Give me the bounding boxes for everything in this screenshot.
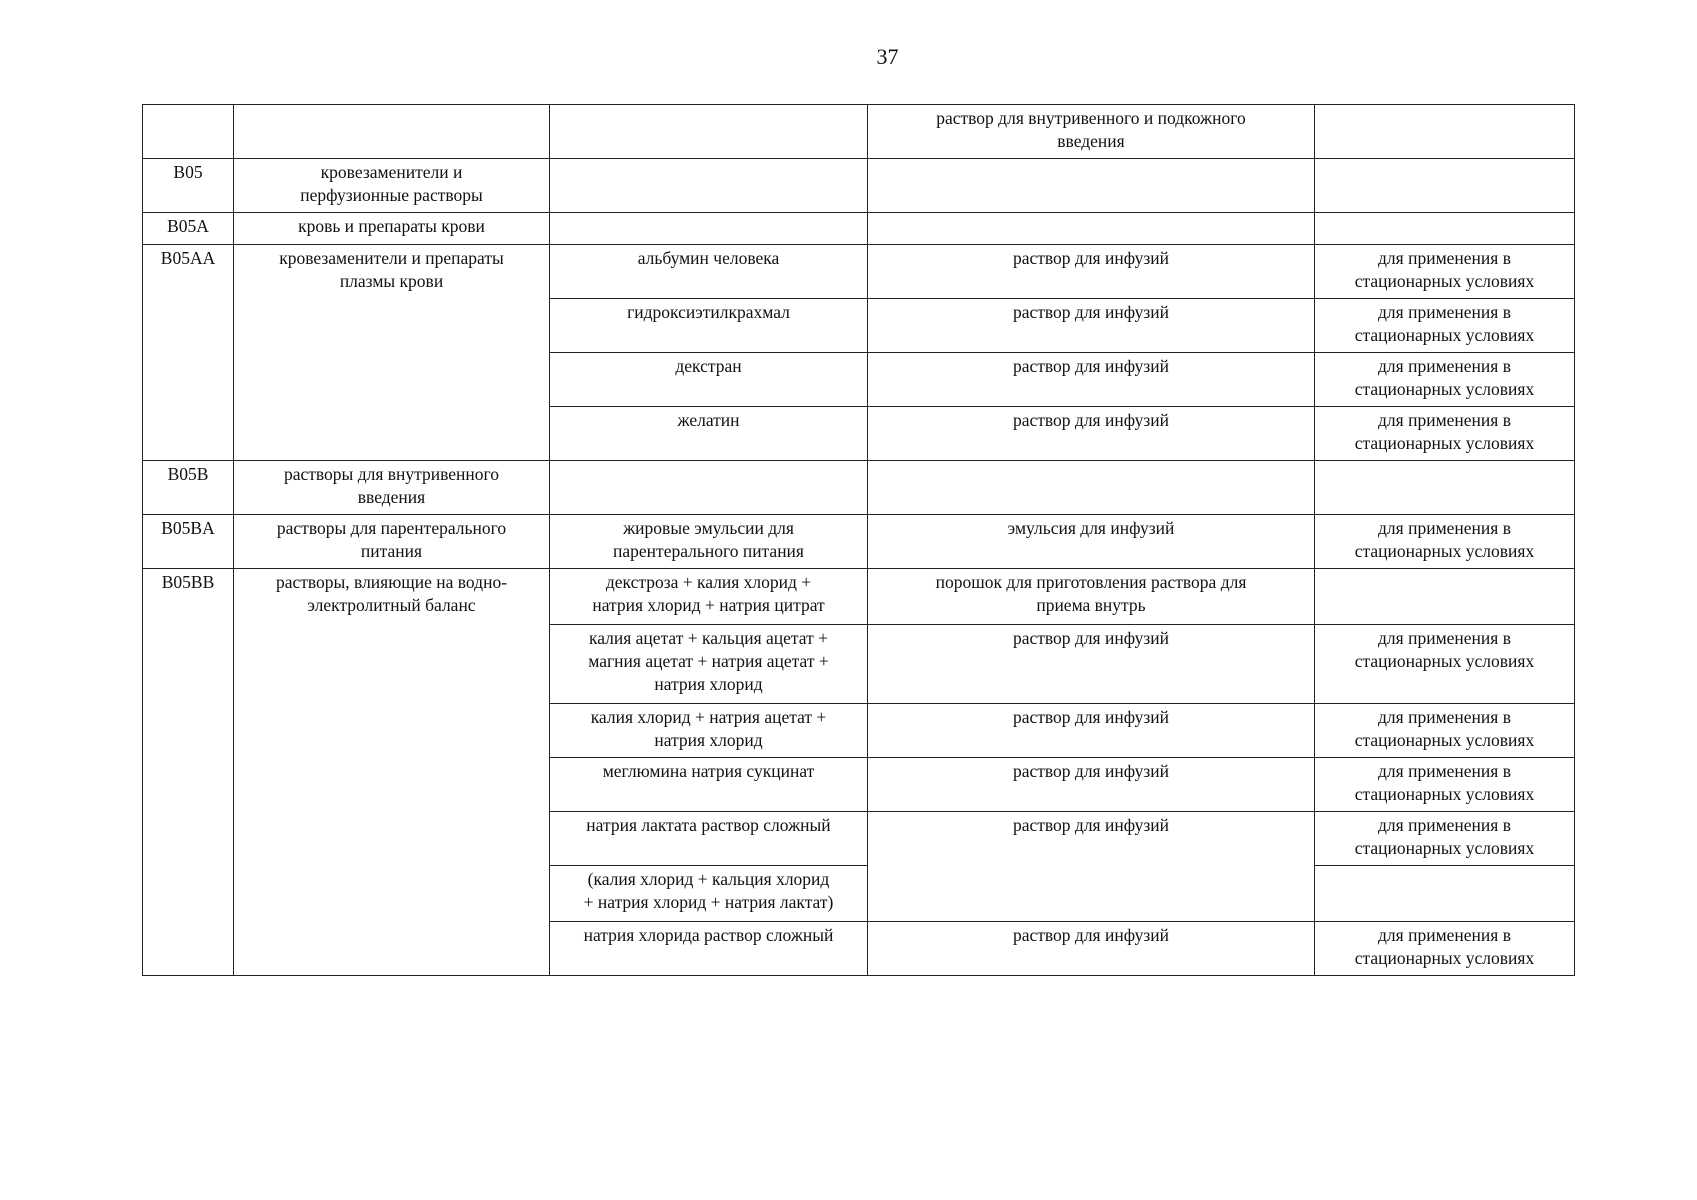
- dosage-form-cell: раствор для инфузий: [868, 245, 1315, 299]
- atc-code-cell: B05B: [143, 461, 234, 515]
- substance-cell: меглюмина натрия сукцинат: [550, 758, 868, 812]
- note-cell: [1315, 866, 1575, 922]
- note-cell: для применения в стационарных условиях: [1315, 515, 1575, 569]
- substance-cell: жировые эмульсии для парентерального питания: [550, 515, 868, 569]
- group-name-cell: растворы для парентерального питания: [234, 515, 550, 569]
- note-cell: для применения в стационарных условиях: [1315, 704, 1575, 758]
- substance-cell: [550, 213, 868, 245]
- page-number: 37: [876, 44, 899, 69]
- atc-code-cell: B05A: [143, 213, 234, 245]
- note-cell: для применения в стационарных условиях: [1315, 407, 1575, 461]
- group-name-cell: кровезаменители и препараты плазмы крови: [234, 245, 550, 461]
- group-name-cell: кровезаменители и перфузионные растворы: [234, 159, 550, 213]
- dosage-form-cell: раствор для инфузий: [868, 922, 1315, 976]
- substance-cell: натрия лактата раствор сложный: [550, 812, 868, 866]
- table-row: [143, 569, 1575, 625]
- note-cell: для применения в стационарных условиях: [1315, 353, 1575, 407]
- substance-cell: гидроксиэтилкрахмал: [550, 299, 868, 353]
- atc-code-cell: B05BB: [143, 569, 234, 976]
- note-cell: для применения в стационарных условиях: [1315, 758, 1575, 812]
- table-row: [143, 461, 1575, 515]
- dosage-form-cell: раствор для инфузий: [868, 625, 1315, 704]
- substance-cell: калия хлорид + натрия ацетат + натрия хлорид: [550, 704, 868, 758]
- dosage-form-cell: раствор для инфузий: [868, 812, 1315, 922]
- substance-cell: декстран: [550, 353, 868, 407]
- note-cell: для применения в стационарных условиях: [1315, 299, 1575, 353]
- group-name-cell: кровь и препараты крови: [234, 213, 550, 245]
- note-cell: [1315, 159, 1575, 213]
- substance-cell: желатин: [550, 407, 868, 461]
- atc-code-cell: B05AA: [143, 245, 234, 461]
- dosage-form-cell: порошок для приготовления раствора для приема внутрь: [868, 569, 1315, 625]
- dosage-form-cell: [868, 213, 1315, 245]
- drug-table: [142, 104, 1575, 976]
- atc-code-cell: B05: [143, 159, 234, 213]
- note-cell: для применения в стационарных условиях: [1315, 812, 1575, 866]
- table-row: [143, 515, 1575, 569]
- note-cell: для применения в стационарных условиях: [1315, 625, 1575, 704]
- substance-cell: [550, 461, 868, 515]
- table-row: [143, 159, 1575, 213]
- note-cell: для применения в стационарных условиях: [1315, 922, 1575, 976]
- substance-cell: [550, 105, 868, 159]
- dosage-form-cell: раствор для инфузий: [868, 299, 1315, 353]
- atc-code-cell: B05BA: [143, 515, 234, 569]
- note-cell: [1315, 213, 1575, 245]
- dosage-form-cell: раствор для инфузий: [868, 758, 1315, 812]
- substance-cell: натрия хлорида раствор сложный: [550, 922, 868, 976]
- atc-code-cell: [143, 105, 234, 159]
- dosage-form-cell: раствор для инфузий: [868, 407, 1315, 461]
- substance-cell: декстроза + калия хлорид + натрия хлорид + натрия цитрат: [550, 569, 868, 625]
- note-cell: для применения в стационарных условиях: [1315, 245, 1575, 299]
- dosage-form-cell: раствор для инфузий: [868, 704, 1315, 758]
- note-cell: [1315, 569, 1575, 625]
- table-row: [143, 105, 1575, 159]
- substance-cell: (калия хлорид + кальция хлорид + натрия хлорид + натрия лактат): [550, 866, 868, 922]
- dosage-form-cell: раствор для внутривенного и подкожного введения: [868, 105, 1315, 159]
- dosage-form-cell: [868, 159, 1315, 213]
- dosage-form-cell: раствор для инфузий: [868, 353, 1315, 407]
- note-cell: [1315, 461, 1575, 515]
- group-name-cell: растворы для внутривенного введения: [234, 461, 550, 515]
- table-row: [143, 245, 1575, 299]
- substance-cell: альбумин человека: [550, 245, 868, 299]
- note-cell: [1315, 105, 1575, 159]
- group-name-cell: [234, 105, 550, 159]
- group-name-cell: растворы, влияющие на водно- электролитный баланс: [234, 569, 550, 976]
- substance-cell: [550, 159, 868, 213]
- substance-cell: калия ацетат + кальция ацетат + магния ацетат + натрия ацетат + натрия хлорид: [550, 625, 868, 704]
- table-row: [143, 213, 1575, 245]
- dosage-form-cell: [868, 461, 1315, 515]
- dosage-form-cell: эмульсия для инфузий: [868, 515, 1315, 569]
